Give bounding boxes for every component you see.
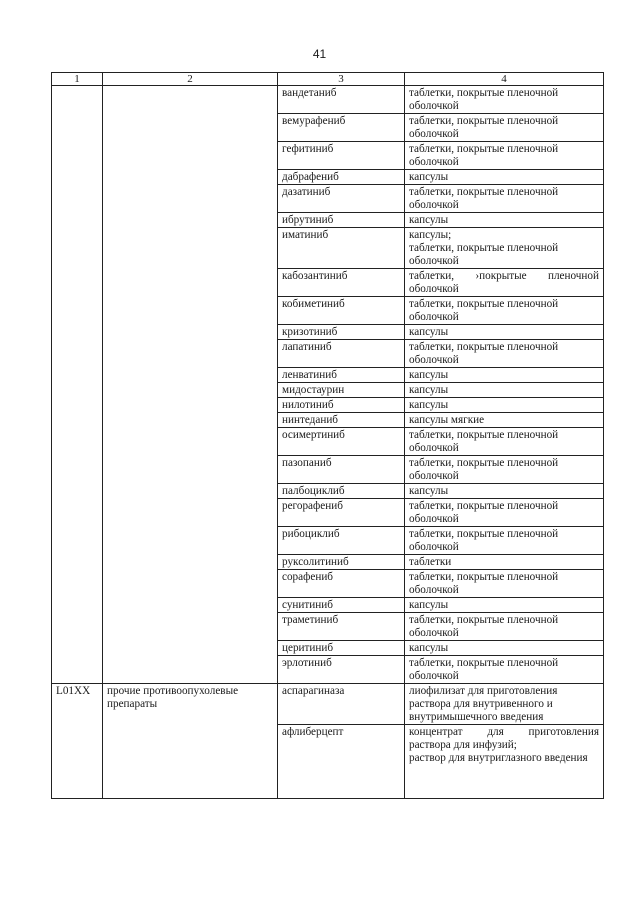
dosage-form-cell: лиофилизат для приготовления раствора для внутривенного и внутримышечного введения xyxy=(405,684,604,725)
header-cell: 3 xyxy=(278,73,405,86)
drug-name-cell: эрлотиниб xyxy=(278,656,405,684)
table-row xyxy=(52,86,604,114)
dosage-form-cell: таблетки, покрытые пленочной оболочкой xyxy=(405,456,604,484)
dosage-form-cell: таблетки, покрытые пленочной оболочкой xyxy=(405,570,604,598)
drug-name-cell: кабозантиниб xyxy=(278,269,405,297)
dosage-form-cell: таблетки, покрытые пленочной оболочкой xyxy=(405,114,604,142)
drug-name-cell: пазопаниб xyxy=(278,456,405,484)
dosage-form-cell: капсулы xyxy=(405,368,604,383)
drug-name-cell: кобиметиниб xyxy=(278,297,405,325)
dosage-form-cell: таблетки, покрытые пленочной оболочкой xyxy=(405,613,604,641)
table-row xyxy=(52,684,604,725)
dosage-form-cell: таблетки, покрытые пленочной оболочкой xyxy=(405,142,604,170)
drug-list-table xyxy=(51,72,604,799)
dosage-form-cell: капсулы xyxy=(405,383,604,398)
drug-name-cell: аспарагиназа xyxy=(278,684,405,725)
dosage-form-cell: таблетки, покрытые пленочной оболочкой xyxy=(405,340,604,368)
drug-name-cell: кризотиниб xyxy=(278,325,405,340)
dosage-form-cell: таблетки, покрытые пленочной оболочкой xyxy=(405,499,604,527)
dosage-form-cell: таблетки, покрытые пленочной оболочкой xyxy=(405,185,604,213)
dosage-form-cell: капсулы xyxy=(405,484,604,499)
dosage-form-cell: капсулы xyxy=(405,398,604,413)
drug-name-cell: вандетаниб xyxy=(278,86,405,114)
table-header-row xyxy=(52,73,604,86)
drug-name-cell: иматиниб xyxy=(278,228,405,269)
drug-name-cell: осимертиниб xyxy=(278,428,405,456)
drug-name-cell: лапатиниб xyxy=(278,340,405,368)
dosage-form-cell: таблетки, покрытые пленочной оболочкой xyxy=(405,297,604,325)
drug-name-cell: траметиниб xyxy=(278,613,405,641)
drug-name-cell: дазатиниб xyxy=(278,185,405,213)
dosage-form-cell: капсулы xyxy=(405,170,604,185)
dosage-form-cell: капсулы xyxy=(405,213,604,228)
drug-name-cell: дабрафениб xyxy=(278,170,405,185)
header-cell: 2 xyxy=(103,73,278,86)
drug-name-cell: афлиберцепт xyxy=(278,725,405,799)
dosage-form-cell: капсулы xyxy=(405,325,604,340)
dosage-form-cell: таблетки xyxy=(405,555,604,570)
drug-name-cell: нилотиниб xyxy=(278,398,405,413)
page-number: 41 xyxy=(312,47,327,61)
drug-name-cell: гефитиниб xyxy=(278,142,405,170)
drug-name-cell: церитиниб xyxy=(278,641,405,656)
drug-name-cell: руксолитиниб xyxy=(278,555,405,570)
dosage-form-cell: капсулы xyxy=(405,598,604,613)
dosage-form-cell: таблетки, покрытые пленочной оболочкой xyxy=(405,428,604,456)
empty-group-cell xyxy=(103,86,278,684)
dosage-form-cell: таблетки, покрытые пленочной оболочкой xyxy=(405,656,604,684)
drug-name-cell: палбоциклиб xyxy=(278,484,405,499)
drug-name-cell: нинтеданиб xyxy=(278,413,405,428)
drug-name-cell: ленватиниб xyxy=(278,368,405,383)
group-name-cell: прочие противоопухолевые препараты xyxy=(103,684,278,799)
drug-name-cell: рибоциклиб xyxy=(278,527,405,555)
header-cell: 1 xyxy=(52,73,103,86)
empty-code-cell xyxy=(52,86,103,684)
atc-code-cell: L01XX xyxy=(52,684,103,799)
drug-name-cell: мидостаурин xyxy=(278,383,405,398)
dosage-form-cell: таблетки, покрытые пленочной оболочкой xyxy=(405,527,604,555)
drug-name-cell: ибрутиниб xyxy=(278,213,405,228)
drug-name-cell: вемурафениб xyxy=(278,114,405,142)
drug-name-cell: регорафениб xyxy=(278,499,405,527)
header-cell: 4 xyxy=(405,73,604,86)
dosage-form-cell: концентрат для приготовления раствора для инфузий; раствор для внутриглазного введения xyxy=(405,725,604,799)
dosage-form-cell: таблетки, ›покрытые пленочной оболочкой xyxy=(405,269,604,297)
drug-name-cell: сунитиниб xyxy=(278,598,405,613)
dosage-form-cell: капсулы xyxy=(405,641,604,656)
dosage-form-cell: капсулы мягкие xyxy=(405,413,604,428)
dosage-form-cell: таблетки, покрытые пленочной оболочкой xyxy=(405,86,604,114)
dosage-form-cell: капсулы; таблетки, покрытые пленочной оболочкой xyxy=(405,228,604,269)
drug-name-cell: сорафениб xyxy=(278,570,405,598)
